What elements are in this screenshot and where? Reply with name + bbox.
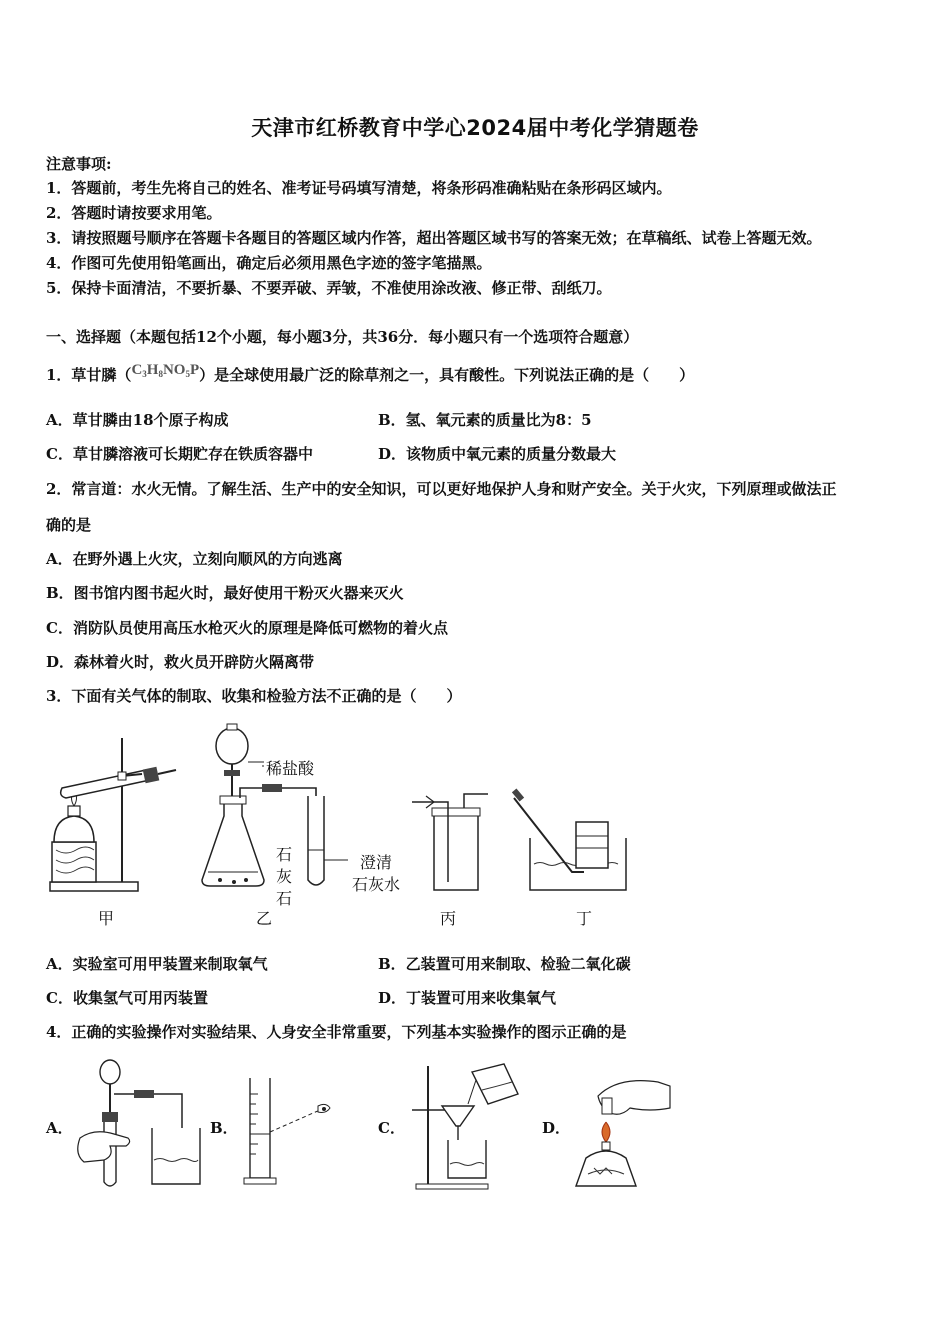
limewater-label-2: 石灰水: [352, 875, 401, 894]
q2-option-d[interactable]: D．森林着火时，救火员开辟防火隔离带: [46, 653, 315, 671]
q1-option-d[interactable]: D．该物质中氧元素的质量分数最大: [378, 445, 617, 463]
question-4: 4．正确的实验操作对实验结果、人身安全非常重要，下列基本实验操作的图示正确的是: [46, 1023, 627, 1041]
limestone-label-2: 灰: [276, 867, 293, 886]
apparatus-label-bing: 丙: [440, 909, 457, 928]
notice-item: 4．作图可先使用铅笔画出，确定后必须用黑色字迹的签字笔描黑。: [46, 254, 492, 272]
q2-option-c[interactable]: C．消防队员使用高压水枪灭火的原理是降低可燃物的着火点: [46, 619, 448, 637]
question-1-prefix: 1．草甘膦（: [46, 366, 132, 384]
limewater-label-1: 澄清: [360, 853, 393, 872]
question-1: [46, 362, 695, 390]
q4-option-a[interactable]: A．: [46, 1119, 73, 1137]
acid-label: 稀盐酸: [266, 759, 315, 778]
apparatus-label-jia: 甲: [98, 909, 115, 928]
notice-item: 2．答题时请按要求用笔。: [46, 204, 222, 222]
q4-figure-d: [568, 1074, 678, 1192]
q3-option-a[interactable]: A．实验室可用甲装置来制取氧气: [46, 955, 268, 973]
question-3: 3．下面有关气体的制取、收集和检验方法不正确的是（ ）: [46, 687, 462, 705]
question-2-line-2: 确的是: [46, 516, 92, 534]
q3-option-b[interactable]: B．乙装置可用来制取、检验二氧化碳: [378, 955, 631, 973]
q4-option-b[interactable]: B．: [210, 1119, 238, 1137]
apparatus-label-yi: 乙: [256, 909, 273, 928]
apparatus-jia-figure: [46, 730, 181, 900]
notice-item: 5．保持卡面清洁，不要折暴、不要弄破、弄皱，不准使用涂改液、修正带、刮纸刀。: [46, 279, 612, 297]
q1-option-c[interactable]: C．草甘膦溶液可长期贮存在铁质容器中: [46, 445, 313, 463]
page-title: 天津市红桥教育中学心2024届中考化学猜题卷: [251, 116, 699, 140]
question-2-line-1: 2．常言道：水火无情。了解生活、生产中的安全知识，可以更好地保护人身和财产安全。关于火灾，下列原理或做法正: [46, 480, 837, 498]
limestone-label-1: 石: [276, 845, 293, 864]
q1-option-b[interactable]: B．氢、氧元素的质量比为8：5: [378, 411, 592, 429]
notice-item: 1．答题前，考生先将自己的姓名、准考证号码填写清楚，将条形码准确粘贴在条形码区域内。: [46, 179, 672, 197]
q4-figure-a: [74, 1056, 204, 1191]
apparatus-ding-figure: [512, 786, 632, 896]
q4-figure-b: [240, 1074, 340, 1189]
q2-option-b[interactable]: B．图书馆内图书起火时，最好使用干粉灭火器来灭火: [46, 584, 404, 602]
q1-option-a[interactable]: A．草甘膦由18个原子构成: [46, 411, 229, 429]
q4-option-d[interactable]: D．: [542, 1119, 571, 1137]
apparatus-bing-figure: [410, 786, 490, 896]
q2-option-a[interactable]: A．在野外遇上火灾，立刻向顺风的方向逃离: [46, 550, 343, 568]
limestone-label-3: 石: [276, 889, 293, 908]
notice-heading: 注意事项:: [46, 155, 112, 173]
q3-option-c[interactable]: C．收集氢气可用丙装置: [46, 989, 208, 1007]
q4-figure-c: [408, 1060, 528, 1190]
apparatus-label-ding: 丁: [576, 909, 593, 928]
question-1-suffix: ）是全球使用最广泛的除草剂之一，具有酸性。下列说法正确的是（ ）: [199, 366, 695, 384]
section-heading: 一、选择题（本题包括12个小题，每小题3分，共36分．每小题只有一个选项符合题意）: [46, 328, 639, 346]
q3-option-d[interactable]: D．丁装置可用来收集氧气: [378, 989, 557, 1007]
q4-option-c[interactable]: C．: [378, 1119, 405, 1137]
chemical-formula: $C_3H_8NO_5P$: [131, 362, 200, 379]
notice-item: 3．请按照题号顺序在答题卡各题目的答题区域内作答，超出答题区域书写的答案无效；在草稿纸、试卷上答题无效。: [46, 229, 822, 247]
